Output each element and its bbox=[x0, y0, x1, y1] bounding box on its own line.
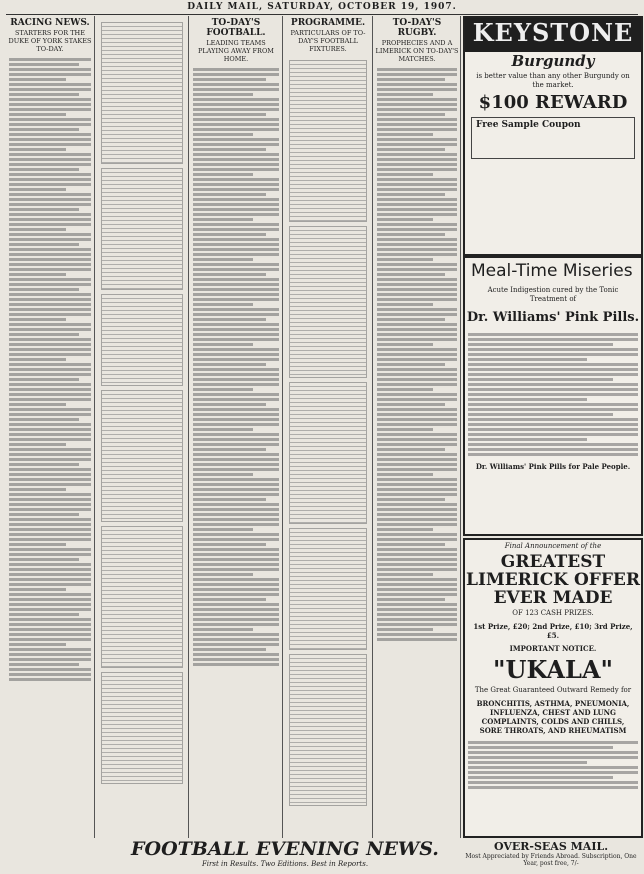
pills-sub: Acute Indigestion cured by the Tonic Treatment of bbox=[487, 286, 619, 303]
keystone-reward: $100 REWARD bbox=[478, 92, 628, 113]
overseas-title: OVER-SEAS MAIL. bbox=[493, 840, 609, 853]
keystone-advert bbox=[463, 16, 643, 256]
column-text bbox=[374, 64, 460, 645]
banner-title: FOOTBALL EVENING NEWS. bbox=[131, 838, 439, 860]
ukala-ailments: BRONCHITIS, ASTHMA, PNEUMONIA, INFLUENZA, CHEST AND LUNG COMPLAINTS, COLDS AND CHILLS, SORE THROATS, AND RHEUMATISM bbox=[476, 699, 630, 735]
keystone-brand: KEYSTONE bbox=[465, 18, 641, 52]
limerick-advert bbox=[463, 538, 643, 838]
keystone-coupon bbox=[471, 117, 635, 159]
limerick-notice: IMPORTANT NOTICE. bbox=[509, 644, 597, 653]
overseas-sub: Most Appreciated by Friends Abroad. Subscription, One Year, post free, 7/- bbox=[465, 853, 637, 867]
ukala-text bbox=[465, 737, 641, 793]
column-text bbox=[6, 54, 94, 685]
banner-sub: First in Results. Two Editions. Best in Reports. bbox=[201, 860, 369, 868]
football-evening-news-banner bbox=[110, 838, 460, 874]
limerick-sub: OF 123 CASH PRIZES. bbox=[512, 609, 594, 617]
pills-title: Meal-Time Miseries bbox=[471, 261, 633, 281]
column-football bbox=[190, 16, 283, 838]
column-heading: PROGRAMME. bbox=[290, 18, 366, 28]
limerick-pre: Final Announcement of the bbox=[504, 542, 602, 550]
limerick-title: GREATEST LIMERICK OFFER EVER MADE bbox=[465, 552, 641, 608]
column-heading: RACING NEWS. bbox=[10, 18, 90, 28]
keystone-product: Burgundy bbox=[511, 52, 595, 70]
pills-footer: Dr. Williams' Pink Pills for Pale People. bbox=[475, 462, 631, 471]
column-racing bbox=[6, 16, 95, 838]
column-heading: TO-DAY'S FOOTBALL. bbox=[206, 18, 266, 38]
column-heading: TO-DAY'S RUGBY. bbox=[392, 18, 442, 38]
masthead: DAILY MAIL, SATURDAY, OCTOBER 19, 1907. bbox=[187, 2, 457, 12]
pink-pills-advert bbox=[463, 256, 643, 536]
column-rugby bbox=[374, 16, 461, 838]
column-text bbox=[284, 54, 372, 812]
coupon-title: Free Sample Coupon bbox=[476, 120, 581, 130]
column-text bbox=[96, 16, 188, 790]
column-text bbox=[190, 64, 282, 670]
column-programme bbox=[284, 16, 373, 838]
ukala-product: "UKALA" bbox=[493, 655, 613, 684]
masthead-rule bbox=[6, 14, 638, 15]
overseas-mail-banner bbox=[463, 840, 639, 874]
column-subheading: PROPHECIES AND A LIMERICK ON TO-DAY'S MATCHES. bbox=[375, 39, 459, 63]
pills-brand: Dr. Williams' Pink Pills. bbox=[466, 310, 640, 325]
limerick-prizes: 1st Prize, £20; 2nd Prize, £10; 3rd Prize, £5. bbox=[473, 622, 633, 640]
ukala-desc: The Great Guaranteed Outward Remedy for bbox=[474, 686, 632, 694]
column-subheading: LEADING TEAMS PLAYING AWAY FROM HOME. bbox=[198, 39, 274, 63]
pills-text bbox=[465, 329, 641, 460]
keystone-copy: is better value than any other Burgundy on the market. bbox=[476, 72, 630, 89]
column-race-cards bbox=[96, 16, 189, 838]
column-subheading: PARTICULARS OF TO-DAY'S FOOTBALL FIXTURES. bbox=[290, 29, 366, 53]
column-subheading: STARTERS FOR THE DUKE OF YORK STAKES TO-DAY. bbox=[8, 29, 92, 53]
